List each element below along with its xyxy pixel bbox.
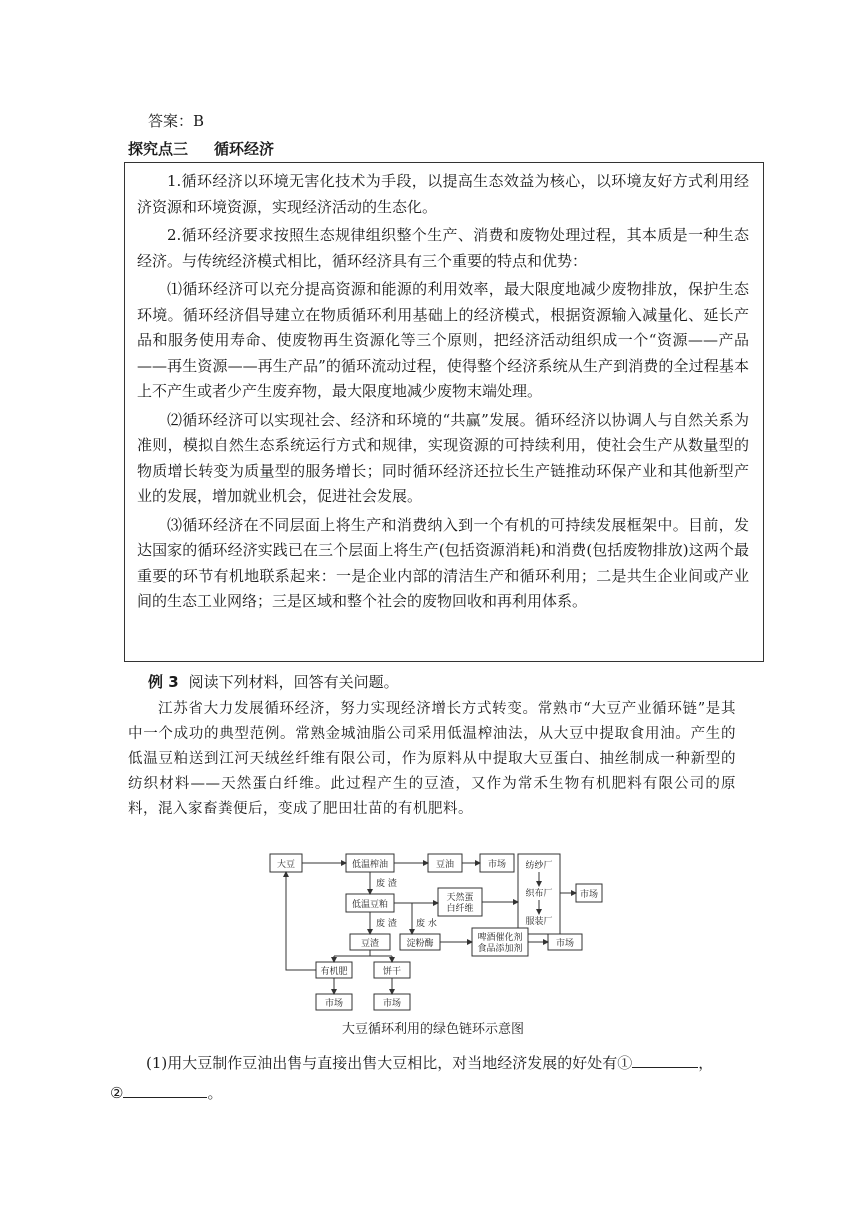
node-market2-label: 市场 [579, 890, 599, 900]
soybean-cycle-diagram [262, 846, 604, 1046]
node-fertilizer-label: 有机肥 [320, 967, 348, 977]
question-circle-2: ② [110, 1084, 124, 1102]
material-paragraph: 江苏省大力发展循环经济，努力实现经济增长方式转变。常熟市“大豆产业循环链”是其中一个成功的典型范例。常熟金城油脂公司采用低温榨油法，从大豆中提取食用油。产生的低温豆粕送到江河天绒丝纤维有限公司，作为原料从中提取大豆蛋白、抽丝制成一种新型的纺织材料——天然蛋白纤维。此过程产生的豆渣，又作为常禾生物有机肥料有限公司的原料，混入家畜粪便后，变成了肥田壮苗的有机肥料。 [128, 701, 736, 817]
node-dadou-label: 大豆 [276, 860, 296, 870]
diagram-svg [262, 846, 604, 1018]
node-starch-label: 淀粉酶 [406, 939, 434, 949]
node-catalyst-label-2: 食品添加剂 [477, 944, 523, 954]
edge-waste2: 废 渣 [376, 919, 397, 929]
question-1 [110, 1048, 738, 1108]
point-1: 1.循环经济以环境无害化技术为手段，以提高生态效益为核心，以环境友好方式利用经济资源和环境资源，实现经济活动的生态化。 [137, 172, 749, 216]
node-fiber-label-2: 白纤维 [446, 904, 474, 914]
point-2-3: ⑶循环经济在不同层面上将生产和消费纳入到一个有机的可持续发展框架中。目前，发达国家的循环经济实践已在三个层面上将生产(包括资源消耗)和消费(包括废物排放)这两个最重要的环节有机地联系起来：一是企业内部的清洁生产和循环利用；二是共生企业间或产业间的生态工业网络；三是区域和整个社会的废物回收和再利用体系。 [137, 515, 749, 610]
question-sep: ， [698, 1054, 714, 1072]
node-market1-label: 市场 [487, 860, 507, 870]
node-meal-label: 低温豆粕 [351, 900, 389, 910]
node-weave-label: 织布厂 [525, 889, 553, 899]
node-lowpress-label: 低温榨油 [351, 860, 389, 870]
node-douyou-label: 豆油 [435, 860, 455, 870]
node-garment-label: 服装厂 [525, 917, 553, 927]
diagram-caption: 大豆循环利用的绿色链环示意图 [341, 1022, 524, 1037]
node-spin-label: 纺纱厂 [525, 861, 553, 871]
node-market5-label: 市场 [382, 999, 402, 1009]
node-market3-label: 市场 [555, 939, 575, 949]
section-label: 探究点三 [128, 140, 189, 158]
node-market4-label: 市场 [324, 999, 344, 1009]
example-heading [148, 671, 399, 692]
node-catalyst-label-1: 啤酒催化剂 [477, 933, 523, 943]
answer-blank-2[interactable] [123, 1081, 207, 1098]
edge-waste1: 废 渣 [376, 879, 397, 889]
point-2-2: ⑵循环经济可以实现社会、经济和环境的“共赢”发展。循环经济以协调人与自然关系为准则，模拟自然生态系统运行方式和规律，实现资源的可持续利用，使社会生产从数量型的物质增长转变为质量型的服务增长；同时循环经济还拉长生产链推动环保产业和其他新型产业的发展，增加就业机会，促进社会发展。 [137, 410, 749, 505]
key-points-box [124, 162, 764, 662]
node-biscuit-label: 饼干 [382, 967, 402, 977]
section-heading [128, 138, 274, 159]
question-end: 。 [207, 1084, 223, 1102]
point-2: 2.循环经济要求按照生态规律组织整个生产、消费和废物处理过程，其本质是一种生态经济。与传统经济模式相比，循环经济具有三个重要的特点和优势： [137, 226, 749, 270]
answer-blank-1[interactable] [632, 1051, 698, 1068]
example-label: 例 3 [148, 673, 179, 691]
section-title: 循环经济 [214, 140, 275, 158]
node-dregs-label: 豆渣 [360, 939, 380, 949]
point-2-1: ⑴循环经济可以充分提高资源和能源的利用效率，最大限度地减少废物排放，保护生态环境。循环经济倡导建立在物质循环利用基础上的经济模式，根据资源输入减量化、延长产品和服务使用寿命、使废物再生资源化等三个原则，把经济活动组织成一个“资源——产品——再生资源——再生产品”的循环流动过程，使得整个经济系统从生产到消费的全过程基本上不产生或者少产生废弃物，最大限度地减少废物末端处理。 [137, 280, 749, 400]
question-text: (1)用大豆制作豆油出售与直接出售大豆相比，对当地经济发展的好处有① [146, 1054, 633, 1072]
answer-line: 答案：B [148, 112, 205, 130]
edge-wastewater: 废 水 [416, 919, 437, 929]
example-prompt: 阅读下列材料，回答有关问题。 [188, 673, 399, 691]
node-fiber-label-1: 天然蛋 [446, 893, 474, 903]
